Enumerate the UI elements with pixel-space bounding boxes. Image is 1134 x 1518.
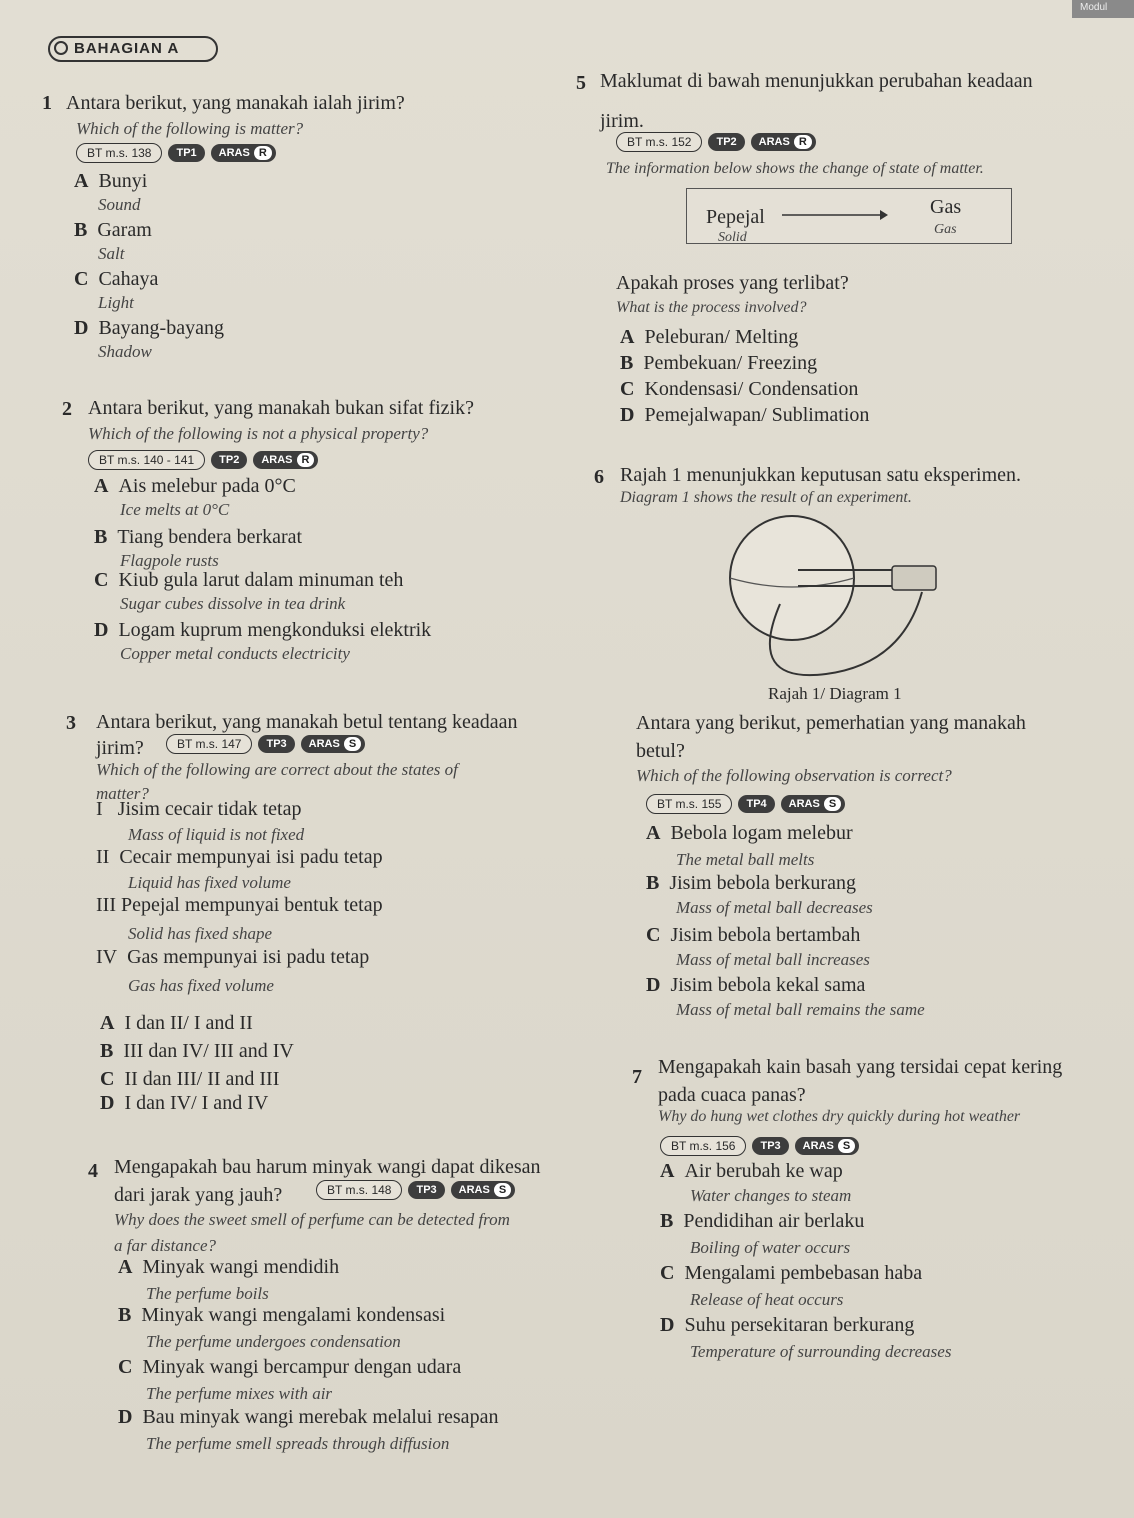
q3-option-c[interactable]: C II dan III/ II and III xyxy=(100,1068,280,1090)
q3-statement-2-en: Liquid has fixed volume xyxy=(128,873,291,892)
corner-badge xyxy=(1072,0,1134,18)
q7-option-a[interactable]: A Air berubah ke wap xyxy=(660,1160,843,1182)
q7-stem-my-2: pada cuaca panas? xyxy=(658,1084,806,1106)
q4-stem-en-2: a far distance? xyxy=(114,1236,216,1255)
q7-stem-en: Why do hung wet clothes dry quickly during hot weather xyxy=(658,1108,1021,1125)
q7-stem-my-1: Mengapakah kain basah yang tersidai cepat kering xyxy=(658,1056,1063,1078)
tp-tag: TP3 xyxy=(258,735,294,753)
q3-statement-3-en: Solid has fixed shape xyxy=(128,924,273,943)
q6-option-b-en: Mass of metal ball decreases xyxy=(676,898,873,917)
q6-sub-my-1: Antara yang berikut, pemerhatian yang manakah xyxy=(636,712,1026,734)
aras-tag: ARAS S xyxy=(795,1137,860,1155)
q5-option-c[interactable]: C Kondensasi/ Condensation xyxy=(620,378,859,400)
q6-tags xyxy=(646,794,845,814)
q5-stem-my-1: Maklumat di bawah menunjukkan perubahan keadaan xyxy=(600,70,1033,92)
aras-tag: ARAS R xyxy=(211,144,276,162)
q2-option-d-en: Copper metal conducts electricity xyxy=(120,644,350,663)
q1-option-a[interactable]: A Bunyi xyxy=(74,170,148,192)
ball-and-ring-diagram xyxy=(706,508,956,684)
q5-sub-my: Apakah proses yang terlibat? xyxy=(616,272,849,294)
question-number: 2 xyxy=(62,398,72,420)
q1-option-d[interactable]: D Bayang-bayang xyxy=(74,317,224,339)
question-number: 1 xyxy=(42,92,52,114)
q3-statement-1-en: Mass of liquid is not fixed xyxy=(128,825,305,844)
q2-tags xyxy=(88,450,318,470)
q2-option-b[interactable]: B Tiang bendera berkarat xyxy=(94,526,303,548)
bt-tag: BT m.s. 156 xyxy=(660,1136,746,1156)
diagram-from-en: Solid xyxy=(718,230,747,245)
q4-option-d[interactable]: D Bau minyak wangi merebak melalui resapan xyxy=(118,1406,499,1428)
q6-option-c[interactable]: C Jisim bebola bertambah xyxy=(646,924,861,946)
q2-stem-en: Which of the following is not a physical property? xyxy=(88,424,429,443)
bt-tag: BT m.s. 148 xyxy=(316,1180,402,1200)
metal-ball xyxy=(730,516,854,640)
q3-stem-en-1: Which of the following are correct about the states of xyxy=(96,760,458,779)
q5-stem-en: The information below shows the change of state of matter. xyxy=(606,160,984,177)
q4-stem-my-2: dari jarak yang jauh? xyxy=(114,1184,283,1206)
bt-tag: BT m.s. 147 xyxy=(166,734,252,754)
bt-tag: BT m.s. 140 - 141 xyxy=(88,450,205,470)
tp-tag: TP1 xyxy=(168,144,204,162)
q3-stem-my-2: jirim? xyxy=(96,737,144,759)
figure-caption: Rajah 1/ Diagram 1 xyxy=(768,684,902,703)
q7-option-a-en: Water changes to steam xyxy=(690,1186,852,1205)
q2-stem-my: Antara berikut, yang manakah bukan sifat fizik? xyxy=(88,397,474,419)
diagram-to-en: Gas xyxy=(934,222,957,237)
q4-option-c[interactable]: C Minyak wangi bercampur dengan udara xyxy=(118,1356,462,1378)
q3-statement-3: III Pepejal mempunyai bentuk tetap xyxy=(96,894,383,916)
q7-option-b[interactable]: B Pendidihan air berlaku xyxy=(660,1210,865,1232)
q1-tags xyxy=(76,143,276,163)
section-header xyxy=(48,36,218,62)
circle-icon xyxy=(54,41,68,55)
tp-tag: TP3 xyxy=(408,1181,444,1199)
q7-option-d[interactable]: D Suhu persekitaran berkurang xyxy=(660,1314,915,1336)
q5-stem-my-2: jirim. xyxy=(600,110,644,132)
q2-option-d[interactable]: D Logam kuprum mengkonduksi elektrik xyxy=(94,619,432,641)
q4-option-a-en: The perfume boils xyxy=(146,1284,269,1303)
q7-option-c-en: Release of heat occurs xyxy=(690,1290,844,1309)
q2-option-a-en: Ice melts at 0°C xyxy=(120,500,230,519)
q4-tags xyxy=(316,1180,515,1200)
q6-sub-en: Which of the following observation is correct? xyxy=(636,766,952,785)
q5-tags xyxy=(616,132,816,152)
bt-tag: BT m.s. 152 xyxy=(616,132,702,152)
q5-sub-en: What is the process involved? xyxy=(616,299,807,316)
diagram-from-my: Pepejal xyxy=(706,206,765,228)
aras-tag: ARAS S xyxy=(451,1181,516,1199)
q7-option-b-en: Boiling of water occurs xyxy=(690,1238,851,1257)
q6-option-d[interactable]: D Jisim bebola kekal sama xyxy=(646,974,866,996)
q4-stem-en-1: Why does the sweet smell of perfume can be detected from xyxy=(114,1210,510,1229)
tp-tag: TP2 xyxy=(708,133,744,151)
diagram-to-my: Gas xyxy=(930,196,962,218)
question-number: 3 xyxy=(66,712,76,734)
bt-tag: BT m.s. 138 xyxy=(76,143,162,163)
q5-option-b[interactable]: B Pembekuan/ Freezing xyxy=(620,352,818,374)
q6-option-b[interactable]: B Jisim bebola berkurang xyxy=(646,872,856,894)
q4-option-c-en: The perfume mixes with air xyxy=(146,1384,333,1403)
q3-option-a[interactable]: A I dan II/ I and II xyxy=(100,1012,253,1034)
q3-statement-2: II Cecair mempunyai isi padu tetap xyxy=(96,846,383,868)
q3-statement-4-en: Gas has fixed volume xyxy=(128,976,274,995)
question-number: 6 xyxy=(594,466,604,488)
q1-option-a-en: Sound xyxy=(98,195,141,214)
section-title: BAHAGIAN A xyxy=(74,40,180,57)
aras-tag: ARAS S xyxy=(301,735,366,753)
q2-option-a[interactable]: A Ais melebur pada 0°C xyxy=(94,475,296,497)
q7-tags xyxy=(660,1136,859,1156)
q6-sub-my-2: betul? xyxy=(636,740,685,762)
arrow-icon xyxy=(780,208,890,222)
bt-tag: BT m.s. 155 xyxy=(646,794,732,814)
q6-stem-my: Rajah 1 menunjukkan keputusan satu eksperimen. xyxy=(620,464,1022,486)
q6-option-d-en: Mass of metal ball remains the same xyxy=(676,1000,925,1019)
question-number: 4 xyxy=(88,1160,98,1182)
q1-option-d-en: Shadow xyxy=(98,342,152,361)
q3-stem-my-1: Antara berikut, yang manakah betul tentang keadaan xyxy=(96,711,518,733)
tp-tag: TP4 xyxy=(738,795,774,813)
aras-tag: ARAS R xyxy=(751,133,816,151)
q1-option-c-en: Light xyxy=(98,293,134,312)
q6-option-a[interactable]: A Bebola logam melebur xyxy=(646,822,853,844)
q4-stem-my-1: Mengapakah bau harum minyak wangi dapat dikesan xyxy=(114,1156,541,1178)
q7-option-d-en: Temperature of surrounding decreases xyxy=(690,1342,952,1361)
q5-option-a[interactable]: A Peleburan/ Melting xyxy=(620,326,799,348)
q7-option-c[interactable]: C Mengalami pembebasan haba xyxy=(660,1262,923,1284)
q3-stem-en-2: matter? xyxy=(96,784,149,803)
tp-tag: TP2 xyxy=(211,451,247,469)
q1-stem-my: Antara berikut, yang manakah ialah jirim? xyxy=(66,92,405,114)
q4-option-d-en: The perfume smell spreads through diffusion xyxy=(146,1434,450,1453)
q3-tags xyxy=(166,734,365,754)
aras-tag: ARAS S xyxy=(781,795,846,813)
q4-option-b-en: The perfume undergoes condensation xyxy=(146,1332,401,1351)
q6-option-c-en: Mass of metal ball increases xyxy=(676,950,870,969)
handle xyxy=(892,566,936,590)
q1-option-c[interactable]: C Cahaya xyxy=(74,268,159,290)
q3-option-b[interactable]: B III dan IV/ III and IV xyxy=(100,1040,294,1062)
q3-statement-1: I Jisim cecair tidak tetap xyxy=(96,798,302,820)
question-number: 5 xyxy=(576,72,586,94)
q2-option-c[interactable]: C Kiub gula larut dalam minuman teh xyxy=(94,569,404,591)
q1-option-b[interactable]: B Garam xyxy=(74,219,152,241)
q2-option-c-en: Sugar cubes dissolve in tea drink xyxy=(120,594,346,613)
q4-option-b[interactable]: B Minyak wangi mengalami kondensasi xyxy=(118,1304,446,1326)
q2-option-b-en: Flagpole rusts xyxy=(120,551,219,570)
q6-option-a-en: The metal ball melts xyxy=(676,850,815,869)
q3-option-d[interactable]: D I dan IV/ I and IV xyxy=(100,1092,269,1114)
aras-tag: ARAS R xyxy=(253,451,318,469)
q1-stem-en: Which of the following is matter? xyxy=(76,119,304,138)
q3-statement-4: IV Gas mempunyai isi padu tetap xyxy=(96,946,370,968)
question-number: 7 xyxy=(632,1066,642,1088)
q6-stem-en: Diagram 1 shows the result of an experiment. xyxy=(620,489,912,506)
q5-option-d[interactable]: D Pemejalwapan/ Sublimation xyxy=(620,404,870,426)
q1-option-b-en: Salt xyxy=(98,244,125,263)
q4-option-a[interactable]: A Minyak wangi mendidih xyxy=(118,1256,340,1278)
tp-tag: TP3 xyxy=(752,1137,788,1155)
corner-badge-text: Modul xyxy=(1080,2,1108,13)
